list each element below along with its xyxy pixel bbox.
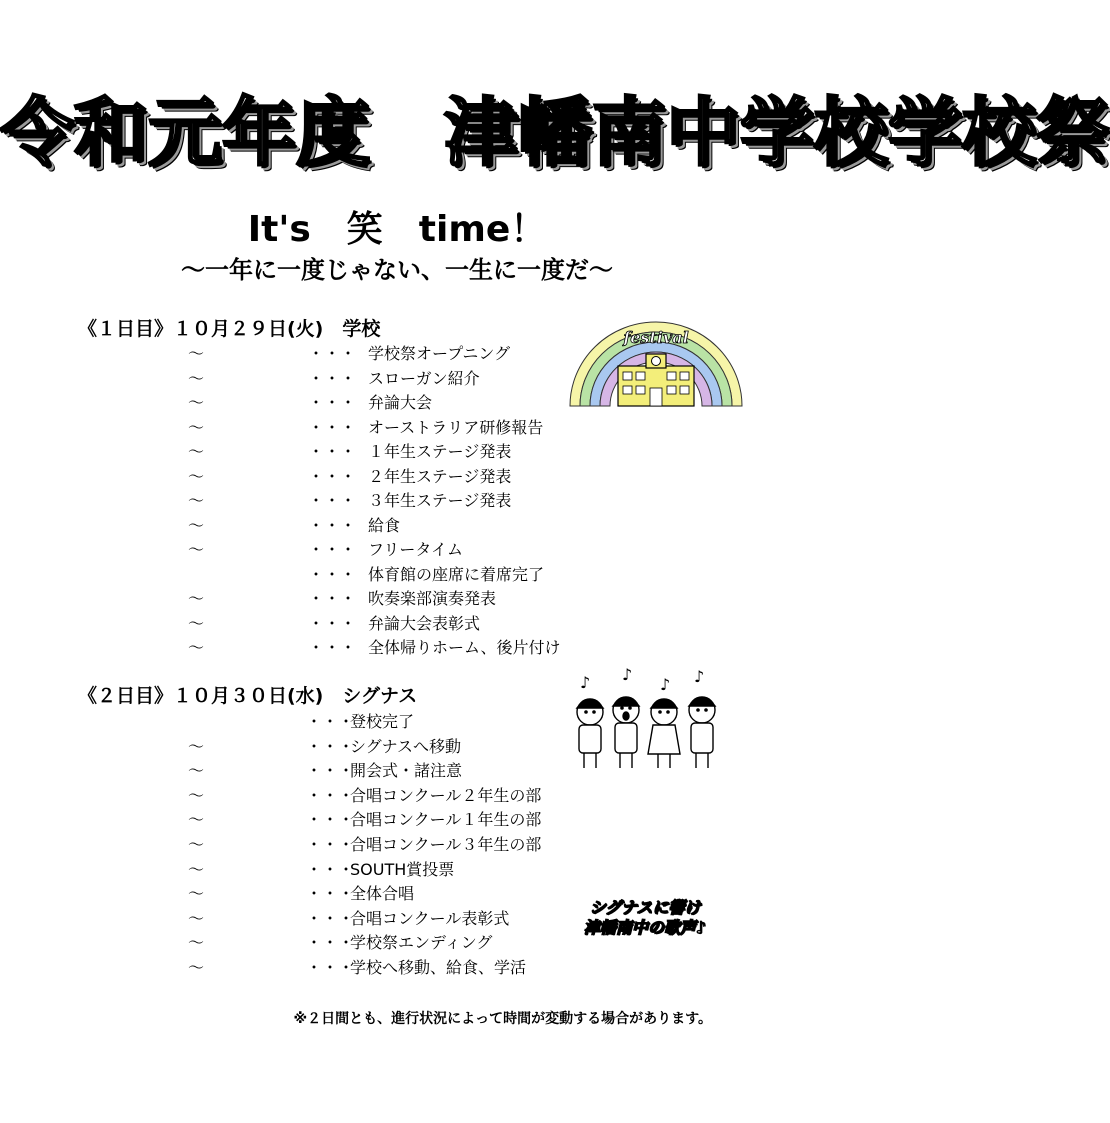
leader-dots: ・・・: [306, 958, 355, 977]
event-name: 学校へ移動、給食、学活: [350, 958, 527, 977]
event-name: ２年生ステージ発表: [368, 466, 512, 486]
day1-heading: 《１日目》１０月２９日(火) 学校: [78, 318, 381, 340]
event-name: 合唱コンクール１年生の部: [350, 810, 542, 830]
leader-dots: ・・・: [306, 712, 355, 731]
event-name: １年生ステージ発表: [368, 442, 512, 461]
time-separator: ～: [188, 736, 205, 756]
time-separator: ～: [188, 442, 205, 461]
leader-dots: ・・・: [308, 613, 357, 633]
leader-dots: ・・・: [308, 491, 357, 510]
event-name: 全体帰りホーム、後片付け: [368, 638, 561, 657]
time-separator: ～: [188, 785, 205, 805]
time-separator: ～: [188, 613, 205, 633]
time-separator: ～: [188, 958, 205, 977]
time-separator: ～: [188, 344, 205, 363]
event-name: 合唱コンクール２年生の部: [350, 785, 542, 805]
time-separator: ～: [188, 540, 205, 559]
time-separator: ～: [188, 589, 205, 608]
time-separator: ～: [188, 810, 205, 830]
footnote: ※２日間とも、進行状況によって時間が変動する場合があります。: [293, 1011, 712, 1027]
page-title: 令和元年度 津幡南中学校学校祭: [0, 90, 1110, 176]
event-name: 全体合唱: [350, 884, 415, 904]
leader-dots: ・・・: [308, 344, 357, 363]
event-name: 給食: [368, 515, 401, 535]
event-name: 弁論大会表彰式: [368, 613, 481, 633]
time-separator: ～: [188, 417, 205, 437]
leader-dots: ・・・: [306, 785, 355, 805]
rainbow-school-icon: [566, 318, 746, 410]
leader-dots: ・・・: [308, 564, 357, 584]
choir-children-icon: [568, 665, 728, 776]
leader-dots: ・・・: [306, 761, 355, 781]
caption-line: シグナスに響け: [589, 898, 701, 917]
leader-dots: ・・・: [308, 393, 357, 412]
event-name: スローガン紹介: [368, 368, 480, 388]
leader-dots: ・・・: [306, 859, 355, 879]
leader-dots: ・・・: [306, 908, 355, 928]
leader-dots: ・・・: [308, 368, 357, 388]
time-separator: ～: [188, 491, 205, 510]
time-separator: ～: [188, 638, 205, 657]
leader-dots: ・・・: [306, 835, 355, 854]
leader-dots: ・・・: [308, 589, 357, 608]
event-name: フリータイム: [368, 540, 464, 559]
event-name: ３年生ステージ発表: [368, 491, 512, 510]
event-name: 開会式・諸注意: [350, 761, 463, 781]
caption-line: 津幡南中の歌声♪: [583, 918, 707, 937]
caption: [560, 898, 730, 938]
time-separator: ～: [188, 515, 205, 535]
time-separator: ～: [188, 884, 205, 904]
leader-dots: ・・・: [308, 442, 357, 461]
time-separator: ～: [188, 368, 205, 388]
event-name: 合唱コンクール表彰式: [350, 908, 510, 928]
leader-dots: ・・・: [306, 884, 355, 904]
event-name: 合唱コンクール３年生の部: [350, 835, 542, 854]
festival-label: festival: [623, 328, 689, 347]
time-separator: ～: [188, 466, 205, 486]
event-name: SOUTH賞投票: [350, 859, 455, 879]
svg-text:♪: ♪: [694, 667, 705, 686]
clock-icon: [652, 357, 661, 366]
svg-text:♪: ♪: [580, 673, 591, 692]
leader-dots: ・・・: [308, 638, 357, 657]
leader-dots: ・・・: [306, 810, 355, 830]
time-separator: ～: [188, 859, 205, 879]
time-separator: ～: [188, 933, 205, 953]
time-separator: ～: [188, 835, 205, 854]
leader-dots: ・・・: [308, 417, 357, 437]
event-name: オーストラリア研修報告: [368, 417, 544, 437]
event-name: 吹奏楽部演奏発表: [368, 589, 497, 608]
subslogan: ～一年に一度じゃない、一生に一度だ～: [181, 256, 613, 284]
day2-heading: 《２日目》１０月３０日(水) シグナス: [78, 685, 418, 707]
svg-text:♪: ♪: [660, 675, 671, 694]
leader-dots: ・・・: [308, 540, 357, 559]
music-note-icon: [580, 665, 704, 694]
slogan: It's 笑 time！: [247, 209, 547, 250]
leader-dots: ・・・: [308, 466, 357, 486]
time-separator: ～: [188, 393, 205, 412]
event-name: 体育館の座席に着席完了: [368, 564, 545, 584]
event-name: シグナスへ移動: [350, 736, 462, 756]
event-name: 弁論大会: [368, 393, 433, 412]
event-name: 学校祭オープニング: [368, 344, 511, 363]
time-separator: ～: [188, 908, 205, 928]
svg-text:♪: ♪: [622, 665, 633, 684]
leader-dots: ・・・: [306, 736, 355, 756]
event-name: 学校祭エンディング: [350, 933, 493, 953]
leader-dots: ・・・: [308, 515, 357, 535]
leader-dots: ・・・: [306, 933, 355, 953]
time-separator: ～: [188, 761, 205, 781]
event-name: 登校完了: [350, 712, 415, 731]
